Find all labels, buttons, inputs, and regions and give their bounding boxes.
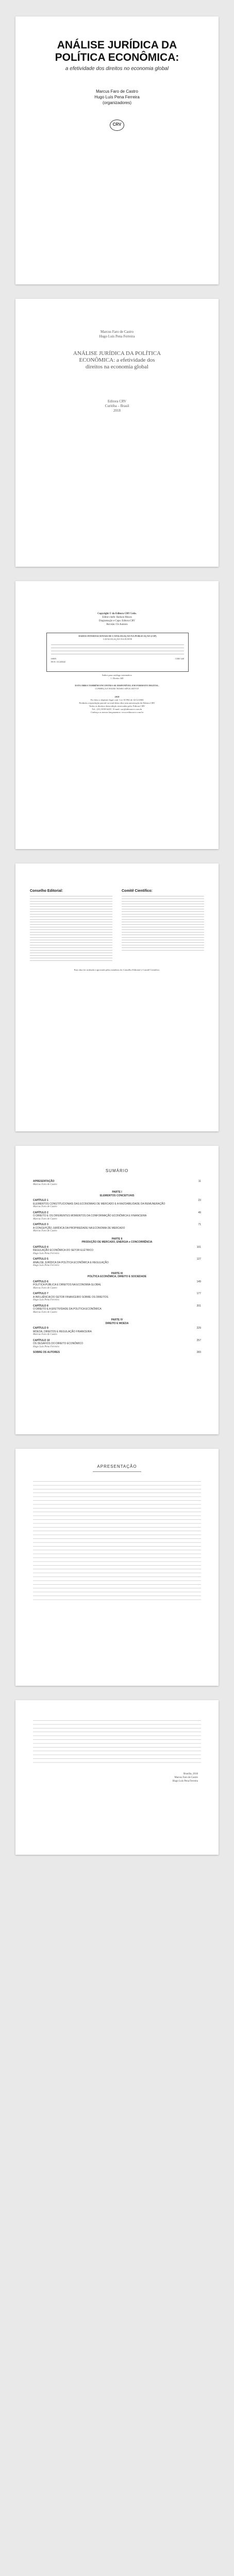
- presentation-body-2: [33, 1719, 201, 1765]
- toc-part-label: PARTE II: [111, 1237, 123, 1241]
- presentation-signature-1: Marcus Faro de Castro: [174, 1776, 198, 1779]
- cip-cdd: CDD 340: [175, 657, 184, 660]
- toc-heading: SUMÁRIO: [105, 1168, 129, 1173]
- toc-entry-title: A INFLUÊNCIA DO SETOR FINANCEIRO SOBRE OS DIREITOS: [33, 1295, 108, 1299]
- toc-entry-label: CAPÍTULO 4: [33, 1245, 48, 1249]
- councils-page: [15, 863, 219, 1131]
- imprint-rights: Foi feito o depósito legal conf. Lei 10.994 de 14/12/2004: [90, 699, 144, 701]
- toc-entry-label: CAPÍTULO 5: [33, 1258, 48, 1261]
- toc-entry-title: REGULAÇÃO ECONÔMICA DO SETOR ELÉTRICO: [33, 1249, 94, 1252]
- toc-part-title: PRODUÇÃO DE MERCADO, ENERGIA e CONCORRÊNCIA: [81, 1241, 153, 1244]
- cip-box: [46, 633, 189, 672]
- scientific-committee-list: [122, 895, 204, 952]
- cover-page: [15, 16, 219, 284]
- toc-entry-author: Marcus Faro de Castro: [33, 1286, 57, 1290]
- toc-part-label: PARTE III: [111, 1272, 123, 1275]
- imprint-copyright-1: Copyright © da Editora CRV Ltda.: [97, 613, 137, 615]
- toc-entry-page: 71: [198, 1223, 201, 1226]
- imprint-address: Todos os direitos desta edição reservados pela: Editora CRV: [89, 705, 145, 707]
- councils-footer: Esta obra foi avaliada e aprovada pelos membros do Conselho Editorial e Comitê Científico.: [74, 969, 160, 971]
- presentation-body: [33, 1480, 201, 1603]
- half-title-line2: ECONÔMICA: a efetividade dos: [79, 357, 155, 363]
- toc-entry-label: CAPÍTULO 10: [33, 1338, 50, 1342]
- imprint-tel: Tel.: (41) 3039-6418 - E-mail: sac@editoracrv.com.br: [92, 708, 142, 710]
- half-title-page: [15, 299, 219, 567]
- toc-entry-page: 49: [198, 1211, 201, 1214]
- half-title-line3: direitos na economia global: [86, 364, 148, 370]
- toc-part-heading: [33, 1191, 201, 1197]
- toc-entry[interactable]: [33, 1180, 201, 1187]
- toc-entry-title: ELEMENTOS CONSTITUCIONAIS DAS ECONOMIAS DE MERCADO E A RAZOABILIDADE DA REMUNERAÇÃO: [33, 1202, 165, 1206]
- toc-entry-page: 283: [196, 1351, 201, 1354]
- toc-entry-title: OS DESAFIOS DO DIREITO ECONÔMICO: [33, 1342, 83, 1345]
- cip-doi: DOI: 10.24824/: [51, 660, 66, 663]
- toc-entry[interactable]: [33, 1199, 201, 1209]
- imprint-page: [15, 581, 219, 849]
- toc-entry-author: Marcus Faro de Castro: [33, 1206, 57, 1208]
- toc-entry-label: CAPÍTULO 6: [33, 1280, 48, 1283]
- cover-title-line2: POLÍTICA ECONÔMICA:: [55, 52, 179, 63]
- imprint-copyright-3: Diagramação e Capa: Editora CRV: [98, 620, 136, 622]
- toc-entry-label: CAPÍTULO 2: [33, 1211, 48, 1214]
- toc-entry[interactable]: [33, 1327, 201, 1337]
- toc-entry-label: CAPÍTULO 9: [33, 1327, 48, 1330]
- toc-entry-page: 201: [196, 1304, 201, 1308]
- cip-title: DADOS INTERNACIONAIS DE CATALOGAÇÃO NA PUBLICAÇÃO (CIP): [78, 635, 157, 637]
- toc-entry-author: Hugo Luís Pena Ferreira: [33, 1252, 59, 1255]
- cip-isbn: ISBN: [51, 657, 57, 660]
- toc-entry-page: 177: [196, 1292, 201, 1295]
- half-title-year: 2018: [113, 409, 121, 413]
- toc-part-heading: [33, 1238, 201, 1244]
- toc-entry-label: CAPÍTULO 8: [33, 1304, 48, 1308]
- presentation-page: [15, 1449, 219, 1686]
- presentation-heading-rule: [93, 1471, 141, 1472]
- cover-subtitle: a efetividade dos direitos no economia global: [65, 66, 169, 72]
- half-title-line1: ANÁLISE JURÍDICA DA POLÍTICA: [73, 350, 161, 357]
- toc-entry-page: 149: [196, 1280, 201, 1283]
- toc-part-label: PARTE I: [112, 1191, 122, 1194]
- presentation-page-2: [15, 1700, 219, 1855]
- toc-entry[interactable]: [33, 1292, 201, 1302]
- toc-entry[interactable]: [33, 1211, 201, 1222]
- half-title-publisher: Editora CRV: [107, 399, 127, 403]
- editorial-council-list: [30, 895, 112, 962]
- toc-entry[interactable]: [33, 1304, 201, 1315]
- toc-entry-author: Hugo Luís Pena Ferreira: [33, 1264, 59, 1267]
- toc-entry-label: SOBRE OS AUTORES: [33, 1351, 60, 1354]
- editorial-council-title: Conselho Editorial:: [30, 889, 63, 893]
- toc-entry[interactable]: [33, 1351, 201, 1354]
- half-title-author-2: Hugo Luís Pena Ferreira: [99, 334, 135, 338]
- legal-note-2: CONHEÇA E BAIXE NOSSO APLICATIVO!: [95, 687, 139, 690]
- imprint-year: 2018: [114, 696, 120, 698]
- toc-entry-author: Marcus Faro de Castro: [33, 1217, 57, 1221]
- index-title: Índice para catálogo sistemático: [102, 674, 132, 676]
- scientific-committee-title: Comitê Científico:: [122, 889, 153, 893]
- toc-list: [33, 1180, 201, 1357]
- toc-entry-label: CAPÍTULO 7: [33, 1292, 48, 1295]
- toc-part-title: DIREITO E MOEDA: [105, 1321, 129, 1325]
- toc-entry-page: 127: [196, 1258, 201, 1261]
- presentation-heading: APRESENTAÇÃO: [97, 1464, 137, 1469]
- toc-entry-author: Marcus Faro de Castro: [33, 1230, 57, 1232]
- presentation-closing: Brasília, 2018: [183, 1773, 198, 1775]
- toc-part-title: ELEMENTOS CONCEITUAIS: [99, 1194, 135, 1197]
- half-title-author-1: Marcus Faro de Castro: [101, 330, 133, 334]
- toc-entry[interactable]: [33, 1258, 201, 1268]
- half-title-place: Curitiba – Brasil: [105, 404, 129, 408]
- toc-entry-page: 229: [196, 1327, 201, 1330]
- cover-organizers-role: (organizadores): [102, 100, 132, 105]
- toc-entry-author: Marcus Faro de Castro: [33, 1183, 57, 1186]
- imprint-copyright-4: Revisão: Os Autores: [106, 623, 128, 626]
- toc-entry-title: ANÁLISE JURÍDICA DA POLÍTICA ECONÔMICA E REGULAÇÃO: [33, 1261, 109, 1264]
- toc-entry-title: O DIREITO E OS DIFERENTES MOMENTOS DA CONFORMAÇÃO ECONÔMICA E FINANCEIRA: [33, 1214, 147, 1217]
- imprint-rights-2: Proibida a reprodução parcial ou total desta obra sem autorização da Editora CRV: [79, 702, 155, 704]
- publisher-logo-icon: CRV: [110, 120, 124, 131]
- toc-part-heading: [33, 1272, 201, 1279]
- toc-entry[interactable]: [33, 1223, 201, 1233]
- toc-part-title: POLÍTICA ECONÔMICA, DIREITO E SOCIEDADE: [87, 1275, 147, 1278]
- toc-entry-label: CAPÍTULO 3: [33, 1223, 48, 1226]
- presentation-signature-2: Hugo Luís Pena Ferreira: [172, 1780, 198, 1783]
- toc-page: [15, 1146, 219, 1434]
- toc-entry-page: 23: [198, 1199, 201, 1202]
- toc-entry-author: Hugo Luís Pena Ferreira: [33, 1299, 59, 1301]
- toc-entry[interactable]: [33, 1280, 201, 1291]
- toc-entry-title: POLÍTICA PÚBLICA E DIREITOS NA ECONOMIA GLOBAL: [33, 1283, 102, 1286]
- toc-entry[interactable]: [33, 1339, 201, 1349]
- cover-organizer-2: Hugo Luís Pena Ferreira: [94, 95, 140, 99]
- cip-subtitle: CATALOGAÇÃO NA FONTE: [103, 638, 132, 640]
- toc-part-label: PARTE IV: [111, 1318, 123, 1321]
- toc-entry-label: CAPÍTULO 1: [33, 1199, 48, 1202]
- toc-entry[interactable]: [33, 1246, 201, 1256]
- toc-entry-author: Marcus Faro de Castro: [33, 1311, 57, 1314]
- cover-organizer-1: Marcus Faro de Castro: [96, 89, 138, 94]
- toc-entry-title: A CONCEPÇÃO JURÍDICA DA PROPRIEDADE NA ECONOMIA DE MERCADO: [33, 1226, 125, 1230]
- toc-part-heading: [33, 1318, 201, 1325]
- cover-title-line1: ANÁLISE JURÍDICA DA: [57, 39, 177, 51]
- toc-entry-page: 257: [196, 1338, 201, 1342]
- toc-entry-author: Marcus Faro de Castro: [33, 1333, 57, 1336]
- toc-entry-page: 101: [196, 1245, 201, 1249]
- imprint-copyright-2: Editor-chefe: Railson Moura: [102, 616, 132, 619]
- toc-entry-page: 11: [198, 1180, 201, 1183]
- toc-entry-title: O DIREITO E A EFETIVIDADE DA POLÍTICA ECONÔMICA: [33, 1308, 102, 1311]
- index-item: 1. Direito 340: [110, 677, 124, 680]
- toc-entry-title: MOEDA, DIREITOS E REGULAÇÃO FINANCEIRA: [33, 1330, 92, 1333]
- toc-entry-author: Hugo Luís Pena Ferreira: [33, 1345, 59, 1348]
- toc-entry-label: APRESENTAÇÃO: [33, 1180, 55, 1183]
- legal-note: ESTA OBRA TAMBÉM ENCONTRA-SE DISPONÍVEL EM FORMATO DIGITAL.: [75, 684, 159, 687]
- imprint-site: Conheça os nossos lançamentos: www.editoracrv.com.br: [90, 711, 144, 714]
